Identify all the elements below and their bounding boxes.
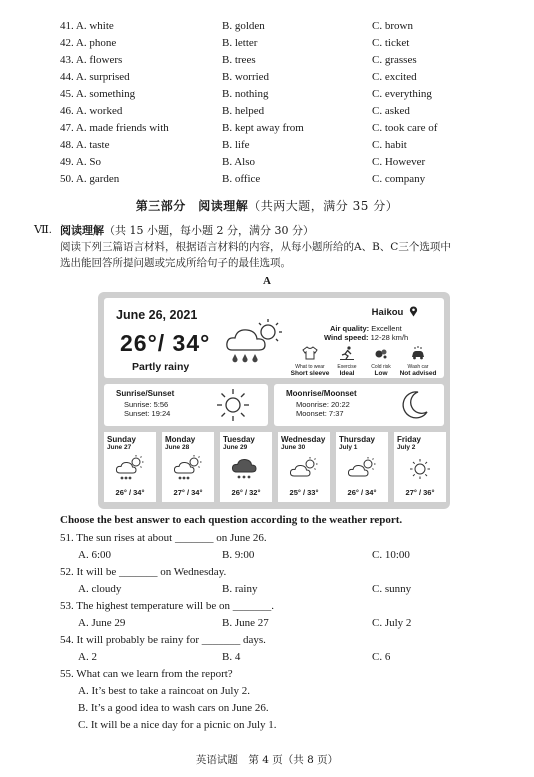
question-53-option-a: A. June 29 [78, 617, 126, 629]
option-43a: 43. A. flowers [60, 54, 123, 66]
question-55-option-a: A. It’s best to take a raincoat on July 2. [78, 685, 250, 697]
location-pin-icon [409, 306, 418, 317]
car-wash-icon [410, 346, 426, 360]
forecast-day-name: Sunday [107, 435, 136, 444]
virus-icon [373, 346, 389, 360]
forecast-day [220, 432, 272, 502]
forecast-day [104, 432, 156, 502]
runner-icon [339, 346, 355, 360]
option-44a: 44. A. surprised [60, 71, 130, 83]
wind-speed [324, 333, 408, 342]
sunrise-title: Sunrise/Sunset [116, 389, 175, 398]
current-temperature: 26°/ 34° [120, 330, 211, 356]
current-condition: Partly rainy [132, 361, 190, 373]
option-47c: C. took care of [372, 122, 438, 134]
sunrise-panel [104, 384, 268, 426]
question-54-stem: 54. It will probably be rainy for _______ days. [60, 634, 266, 646]
moonrise-title: Moonrise/Moonset [286, 389, 357, 398]
forecast-day-name: Wednesday [281, 435, 326, 444]
question-54-option-c: C. 6 [372, 651, 391, 663]
option-41a: 41. A. white [60, 20, 114, 32]
tip-caption: What to wear [295, 364, 325, 370]
tip-value: Ideal [339, 370, 355, 377]
tip-value: Short sleeve [290, 370, 330, 377]
current-weather-panel [104, 298, 444, 378]
cloud-sun-rain-icon [172, 454, 204, 484]
option-49b: B. Also [222, 156, 256, 168]
option-43c: C. grasses [372, 54, 417, 66]
questions-heading: Choose the best answer to each question according to the weather report. [60, 514, 403, 526]
instruction-line-1: 阅读下列三篇语言材料，根据语言材料的内容，从每小题所给的A、B、C三个选项中 [60, 241, 451, 253]
option-46b: B. helped [222, 105, 265, 117]
part-title-bold: 第三部分 阅读理解 [135, 199, 249, 213]
moonrise-panel [274, 384, 444, 426]
question-55-option-c: C. It will be a nice day for a picnic on July 1. [78, 719, 277, 731]
report-date: June 26, 2021 [116, 308, 198, 322]
question-52-option-c: C. sunny [372, 583, 412, 595]
instruction-line-2: 选出能回答所提问题或完成所给句子的最佳选项。 [60, 257, 291, 269]
forecast-temp: 26° / 34° [347, 488, 377, 497]
forecast-day [336, 432, 388, 502]
option-45a: 45. A. something [60, 88, 136, 100]
question-53-stem: 53. The highest temperature will be on _______. [60, 600, 274, 612]
tip-what-to-wear [290, 346, 330, 378]
option-45c: C. everything [372, 88, 432, 100]
option-48b: B. life [222, 139, 250, 151]
wind-speed-value: 12-28 km/h [370, 333, 409, 342]
section-title [60, 222, 314, 238]
forecast-date: July 2 [397, 444, 416, 451]
option-50c: C. company [372, 173, 426, 185]
forecast-date: July 1 [339, 444, 358, 451]
shirt-icon [302, 346, 318, 360]
option-44b: B. worried [222, 71, 270, 83]
rain-icon [230, 454, 262, 484]
air-quality [330, 324, 402, 333]
option-41b: B. golden [222, 20, 265, 32]
forecast-day-name: Thursday [339, 435, 376, 444]
question-55-stem: 55. What can we learn from the report? [60, 668, 233, 680]
question-55-option-b: B. It’s a good idea to wash cars on June 26. [78, 702, 269, 714]
air-quality-label: Air quality: [330, 324, 370, 333]
sun-icon [216, 388, 250, 422]
tip-wash-car [398, 346, 438, 378]
forecast-temp: 25° / 33° [289, 488, 319, 497]
forecast-day-name: Tuesday [223, 435, 255, 444]
moonset-time: Moonset: 7:37 [296, 409, 344, 418]
option-47b: B. kept away from [222, 122, 304, 134]
question-53-option-c: C. July 2 [372, 617, 412, 629]
option-49a: 49. A. So [60, 156, 101, 168]
sunrise-time: Sunrise: 5:56 [124, 400, 169, 409]
option-47a: 47. A. made friends with [60, 122, 169, 134]
wind-speed-label: Wind speed: [324, 333, 369, 342]
question-53-option-b: B. June 27 [222, 617, 269, 629]
forecast-temp: 26° / 34° [115, 488, 145, 497]
section-title-bold: 阅读理解 [60, 224, 104, 237]
option-48a: 48. A. taste [60, 139, 110, 151]
forecast-day [394, 432, 446, 502]
option-44c: C. excited [372, 71, 417, 83]
tip-caption: Exercise [337, 364, 357, 370]
moon-icon [398, 389, 430, 421]
question-54-option-a: A. 2 [78, 651, 97, 663]
forecast-date: June 28 [165, 444, 190, 451]
moonrise-time: Moonrise: 20:22 [296, 400, 350, 409]
question-51-option-b: B. 9:00 [222, 549, 255, 561]
forecast-date: June 29 [223, 444, 248, 451]
option-46c: C. asked [372, 105, 410, 117]
option-49c: C. However [372, 156, 426, 168]
option-41c: C. brown [372, 20, 413, 32]
option-48c: C. habit [372, 139, 407, 151]
forecast-day-name: Monday [165, 435, 196, 444]
forecast-temp: 27° / 36° [405, 488, 435, 497]
weather-report [98, 292, 450, 509]
section-number: Ⅶ. [34, 224, 52, 236]
tip-value: Not advised [399, 370, 437, 377]
question-51-option-a: A. 6:00 [78, 549, 111, 561]
forecast-temp: 26° / 32° [231, 488, 261, 497]
sun-icon [404, 454, 436, 484]
city-name-text: Haikou [371, 307, 404, 318]
option-46a: 46. A. worked [60, 105, 123, 117]
option-42a: 42. A. phone [60, 37, 117, 49]
tip-caption: Cold risk [371, 364, 391, 370]
cloud-sun-icon [346, 454, 378, 484]
forecast-day [278, 432, 330, 502]
cloud-sun-rain-icon [222, 316, 292, 368]
option-42b: B. letter [222, 37, 258, 49]
question-52-stem: 52. It will be _______ on Wednesday. [60, 566, 227, 578]
option-43b: B. trees [222, 54, 256, 66]
city-name [372, 306, 418, 318]
question-51-option-c: C. 10:00 [372, 549, 410, 561]
question-52-option-b: B. rainy [222, 583, 258, 595]
page-footer: 英语试题 第 4 页（共 8 页） [195, 754, 339, 766]
passage-label: A [263, 275, 271, 287]
air-quality-value: Excellent [371, 324, 402, 333]
part-title [0, 197, 534, 214]
part-title-rest: （共两大题，满分 35 分） [248, 199, 399, 213]
section-title-rest: （共 15 小题，每小题 2 分，满分 30 分） [104, 224, 314, 237]
forecast-day-name: Friday [397, 435, 422, 444]
cloud-sun-icon [288, 454, 320, 484]
forecast-date: June 27 [107, 444, 132, 451]
option-45b: B. nothing [222, 88, 269, 100]
tip-caption: Wash car [407, 364, 429, 370]
sunset-time: Sunset: 19:24 [124, 409, 171, 418]
option-50a: 50. A. garden [60, 173, 120, 185]
question-54-option-b: B. 4 [222, 651, 241, 663]
tip-cold-risk [361, 346, 401, 378]
tip-value: Low [374, 370, 388, 377]
question-52-option-a: A. cloudy [78, 583, 122, 595]
forecast-date: June 30 [281, 444, 306, 451]
option-50b: B. office [222, 173, 261, 185]
question-51-stem: 51. The sun rises at about _______ on June 26. [60, 532, 267, 544]
forecast-day [162, 432, 214, 502]
option-42c: C. ticket [372, 37, 410, 49]
forecast-temp: 27° / 34° [173, 488, 203, 497]
cloud-sun-rain-icon [114, 454, 146, 484]
